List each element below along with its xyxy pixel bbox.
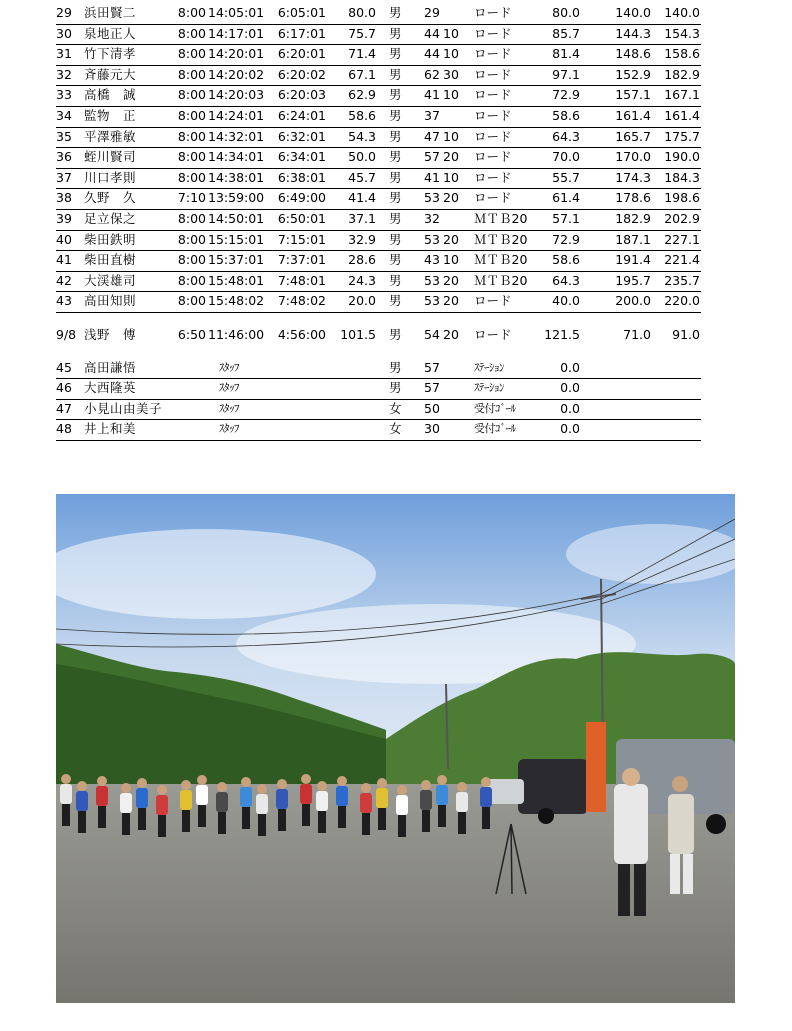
staff-row — [56, 400, 701, 421]
distance-value: 75.7 — [348, 25, 376, 41]
sex: 男 — [389, 190, 402, 206]
score-value-2: 187.1 — [615, 231, 651, 247]
distance-value: 67.1 — [348, 66, 376, 82]
finish-time: 15:48:01 — [208, 272, 265, 288]
elapsed-time: 6:24:01 — [277, 107, 326, 123]
score-value-1: 64.3 — [552, 128, 580, 144]
rider-name: 高田知則 — [84, 293, 137, 309]
staff-role: ｽﾀｯﾌ — [219, 360, 239, 374]
age: 29 — [424, 5, 440, 20]
score-value-1: 85.7 — [552, 25, 580, 41]
age: 62 — [424, 66, 440, 82]
table-row — [56, 86, 701, 107]
entry-number: 45 — [56, 359, 72, 375]
start-time: 8:00 — [177, 128, 206, 144]
class-code: 20 — [443, 272, 459, 288]
score-value-2: 165.7 — [615, 128, 651, 144]
start-time: 7:10 — [177, 190, 206, 206]
entry-number: 37 — [56, 169, 72, 185]
entry-number: 9/8 — [56, 326, 77, 342]
score-value-1: 58.6 — [552, 252, 580, 268]
table-row — [56, 66, 701, 87]
score-value-1: 80.0 — [552, 5, 580, 20]
rider-name: 浅野 傅 — [84, 326, 137, 342]
score-value-3: 235.7 — [664, 272, 700, 288]
score-value-2: 71.0 — [623, 326, 651, 342]
age: 57 — [424, 380, 440, 396]
entry-number: 41 — [56, 252, 72, 268]
finish-time: 14:24:01 — [208, 107, 265, 123]
finish-time: 14:17:01 — [208, 25, 265, 41]
rider-name: 監物 正 — [84, 107, 137, 123]
finish-time: 14:20:01 — [208, 46, 265, 62]
score-value-3: 221.4 — [664, 252, 700, 268]
distance-value: 24.3 — [348, 272, 376, 288]
staff-duty: ｽﾃｰｼｮﾝ — [474, 360, 504, 374]
finish-time: 14:32:01 — [208, 128, 265, 144]
score-value-2: 161.4 — [615, 107, 651, 123]
elapsed-time: 7:37:01 — [277, 252, 326, 268]
finish-time: 14:20:02 — [208, 66, 265, 82]
score-value-3: 184.3 — [664, 169, 700, 185]
class-code: 30 — [443, 66, 459, 82]
score-value-3: 154.3 — [664, 25, 700, 41]
class-code: 10 — [443, 46, 459, 62]
entry-number: 29 — [56, 5, 72, 20]
rider-name: 大渓雄司 — [84, 272, 137, 288]
sex: 男 — [389, 128, 402, 144]
score-value-3: 91.0 — [672, 326, 700, 342]
entry-number: 43 — [56, 293, 72, 309]
age: 53 — [424, 190, 440, 206]
score-value-2: 157.1 — [615, 87, 651, 103]
start-time: 8:00 — [177, 5, 206, 20]
bike-type: ロード — [474, 66, 512, 82]
staff-row — [56, 359, 701, 380]
finish-time: 14:20:03 — [208, 87, 265, 103]
sex: 女 — [389, 421, 402, 437]
distance-value: 50.0 — [348, 149, 376, 165]
distance-value: 37.1 — [348, 210, 376, 226]
distance-value: 45.7 — [348, 169, 376, 185]
table-row — [56, 45, 701, 66]
age: 32 — [424, 210, 440, 226]
table-row — [56, 272, 701, 293]
bike-type: ロード — [474, 107, 512, 123]
age: 41 — [424, 169, 440, 185]
score-value-1: 81.4 — [552, 46, 580, 62]
start-time: 8:00 — [177, 252, 206, 268]
distance-value: 32.9 — [348, 231, 376, 247]
bike-type: ＭＴＢ20 — [474, 231, 528, 247]
bike-type: ＭＴＢ20 — [474, 252, 528, 268]
entry-number: 31 — [56, 46, 72, 62]
table-row — [56, 25, 701, 46]
rider-name: 浜田賢二 — [84, 5, 137, 20]
finish-time: 13:59:00 — [208, 190, 265, 206]
age: 43 — [424, 252, 440, 268]
start-time: 8:00 — [177, 66, 206, 82]
elapsed-time: 6:20:03 — [277, 87, 326, 103]
start-time: 8:00 — [177, 25, 206, 41]
class-code: 10 — [443, 87, 459, 103]
start-time: 8:00 — [177, 231, 206, 247]
rider-name: 泉地正人 — [84, 25, 137, 41]
sex: 男 — [389, 272, 402, 288]
table-row — [56, 251, 701, 272]
bike-type: ロード — [474, 25, 512, 41]
score-value-2: 174.3 — [615, 169, 651, 185]
elapsed-time: 6:49:00 — [277, 190, 326, 206]
score-value-2: 144.3 — [615, 25, 651, 41]
table-row — [56, 292, 701, 313]
sex: 男 — [389, 359, 402, 375]
score-value-2: 191.4 — [615, 252, 651, 268]
score-value-1: 57.1 — [552, 210, 580, 226]
start-time: 6:50 — [177, 326, 206, 342]
bike-type: ロード — [474, 169, 512, 185]
bike-type: ロード — [474, 128, 512, 144]
score-value-1: 55.7 — [552, 169, 580, 185]
class-code: 20 — [443, 231, 459, 247]
bike-type: ＭＴＢ20 — [474, 210, 528, 226]
finish-time: 14:38:01 — [208, 169, 265, 185]
score-value-1: 70.0 — [552, 149, 580, 165]
elapsed-time: 4:56:00 — [277, 326, 326, 342]
distance-value: 101.5 — [340, 326, 376, 342]
score-value-1: 61.4 — [552, 190, 580, 206]
table-row — [56, 326, 701, 346]
age: 47 — [424, 128, 440, 144]
staff-row — [56, 379, 701, 400]
rider-name: 蛭川賢司 — [84, 149, 137, 165]
elapsed-time: 6:05:01 — [277, 5, 326, 20]
elapsed-time: 6:50:01 — [277, 210, 326, 226]
sex: 男 — [389, 149, 402, 165]
score-value-3: 198.6 — [664, 190, 700, 206]
age: 57 — [424, 359, 440, 375]
bike-type: ロード — [474, 149, 512, 165]
sex: 男 — [389, 326, 402, 342]
entry-number: 47 — [56, 400, 72, 416]
entry-number: 40 — [56, 231, 72, 247]
score-value-2: 152.9 — [615, 66, 651, 82]
score-value-3: 202.9 — [664, 210, 700, 226]
sex: 男 — [389, 66, 402, 82]
age: 41 — [424, 87, 440, 103]
staff-duty: 受付ｺﾞｰﾙ — [474, 401, 516, 415]
table-row — [56, 4, 701, 25]
results-table — [56, 4, 701, 441]
entry-number: 34 — [56, 107, 72, 123]
sex: 男 — [389, 5, 402, 20]
class-code: 10 — [443, 128, 459, 144]
sex: 男 — [389, 46, 402, 62]
distance-value: 41.4 — [348, 190, 376, 206]
rider-name: 高橋 誠 — [84, 87, 137, 103]
rider-name: 足立保之 — [84, 210, 137, 226]
finish-time: 14:34:01 — [208, 149, 265, 165]
score-value-1: 121.5 — [544, 326, 580, 342]
distance-value: 71.4 — [348, 46, 376, 62]
sex: 男 — [389, 169, 402, 185]
table-row — [56, 128, 701, 149]
bike-type: ロード — [474, 46, 512, 62]
age: 44 — [424, 46, 440, 62]
class-code: 20 — [443, 326, 459, 342]
staff-row — [56, 420, 701, 441]
staff-duty: ｽﾃｰｼｮﾝ — [474, 381, 504, 395]
staff-duty: 受付ｺﾞｰﾙ — [474, 422, 516, 436]
age: 53 — [424, 231, 440, 247]
score-value-3: 158.6 — [664, 46, 700, 62]
bike-type: ロード — [474, 326, 512, 342]
entry-number: 42 — [56, 272, 72, 288]
sex: 男 — [389, 252, 402, 268]
start-time: 8:00 — [177, 293, 206, 309]
start-time: 8:00 — [177, 107, 206, 123]
score-value-1: 97.1 — [552, 66, 580, 82]
event-photo — [56, 494, 735, 1003]
rider-name: 平澤雅敏 — [84, 128, 137, 144]
staff-role: ｽﾀｯﾌ — [219, 381, 239, 395]
elapsed-time: 6:20:01 — [277, 46, 326, 62]
distance-value: 80.0 — [348, 5, 376, 20]
start-time: 8:00 — [177, 169, 206, 185]
elapsed-time: 6:32:01 — [277, 128, 326, 144]
entry-number: 46 — [56, 380, 72, 396]
finish-time: 15:15:01 — [208, 231, 265, 247]
spacer — [56, 313, 701, 326]
age: 57 — [424, 149, 440, 165]
score-value-3: 140.0 — [664, 5, 700, 20]
score-value-2: 200.0 — [615, 293, 651, 309]
table-row — [56, 210, 701, 231]
start-time: 8:00 — [177, 87, 206, 103]
score-value-2: 178.6 — [615, 190, 651, 206]
table-row — [56, 169, 701, 190]
start-time: 8:00 — [177, 210, 206, 226]
class-code: 10 — [443, 25, 459, 41]
rider-name: 柴田直樹 — [84, 252, 137, 268]
age: 30 — [424, 421, 440, 437]
score-value-1: 0.0 — [560, 380, 580, 396]
class-code: 20 — [443, 190, 459, 206]
sex: 女 — [389, 400, 402, 416]
elapsed-time: 6:38:01 — [277, 169, 326, 185]
rider-name: 柴田鉄明 — [84, 231, 137, 247]
distance-value: 62.9 — [348, 87, 376, 103]
staff-role: ｽﾀｯﾌ — [219, 422, 239, 436]
distance-value: 54.3 — [348, 128, 376, 144]
age: 50 — [424, 400, 440, 416]
rider-name: 久野 久 — [84, 190, 137, 206]
score-value-2: 182.9 — [615, 210, 651, 226]
finish-time: 14:50:01 — [208, 210, 265, 226]
finish-time: 15:48:02 — [208, 293, 265, 309]
class-code: 20 — [443, 293, 459, 309]
start-time: 8:00 — [177, 149, 206, 165]
score-value-3: 182.9 — [664, 66, 700, 82]
bike-type: ＭＴＢ20 — [474, 272, 528, 288]
elapsed-time: 6:34:01 — [277, 149, 326, 165]
spacer — [56, 346, 701, 359]
staff-name: 大西隆英 — [84, 380, 137, 396]
table-row — [56, 231, 701, 252]
distance-value: 58.6 — [348, 107, 376, 123]
entry-number: 32 — [56, 66, 72, 82]
staff-name: 高田謙悟 — [84, 359, 137, 375]
entry-number: 48 — [56, 421, 72, 437]
score-value-1: 0.0 — [560, 359, 580, 375]
entry-number: 33 — [56, 87, 72, 103]
finish-time: 14:05:01 — [208, 5, 265, 20]
score-value-3: 167.1 — [664, 87, 700, 103]
table-row — [56, 189, 701, 210]
score-value-3: 220.0 — [664, 293, 700, 309]
elapsed-time: 7:15:01 — [277, 231, 326, 247]
class-code: 10 — [443, 169, 459, 185]
elapsed-time: 7:48:01 — [277, 272, 326, 288]
finish-time: 15:37:01 — [208, 252, 265, 268]
sex: 男 — [389, 231, 402, 247]
sex: 男 — [389, 380, 402, 396]
score-value-1: 0.0 — [560, 400, 580, 416]
staff-name: 井上和美 — [84, 421, 137, 437]
score-value-1: 40.0 — [552, 293, 580, 309]
start-time: 8:00 — [177, 272, 206, 288]
score-value-3: 161.4 — [664, 107, 700, 123]
score-value-2: 170.0 — [615, 149, 651, 165]
entry-number: 35 — [56, 128, 72, 144]
score-value-1: 0.0 — [560, 421, 580, 437]
age: 53 — [424, 293, 440, 309]
elapsed-time: 6:17:01 — [277, 25, 326, 41]
score-value-2: 195.7 — [615, 272, 651, 288]
age: 53 — [424, 272, 440, 288]
elapsed-time: 6:20:02 — [277, 66, 326, 82]
entry-number: 30 — [56, 25, 72, 41]
age: 54 — [424, 326, 440, 342]
staff-name: 小見山由美子 — [84, 400, 163, 416]
age: 44 — [424, 25, 440, 41]
sex: 男 — [389, 293, 402, 309]
rider-name: 川口孝則 — [84, 169, 137, 185]
sex: 男 — [389, 87, 402, 103]
entry-number: 39 — [56, 210, 72, 226]
score-value-2: 148.6 — [615, 46, 651, 62]
group-photo-image — [56, 494, 735, 1003]
score-value-3: 190.0 — [664, 149, 700, 165]
bike-type: ロード — [474, 87, 512, 103]
rider-name: 斉藤元大 — [84, 66, 137, 82]
score-value-1: 58.6 — [552, 107, 580, 123]
sex: 男 — [389, 25, 402, 41]
start-time: 8:00 — [177, 46, 206, 62]
bike-type: ロード — [474, 5, 512, 20]
entry-number: 38 — [56, 190, 72, 206]
entry-number: 36 — [56, 149, 72, 165]
distance-value: 28.6 — [348, 252, 376, 268]
table-row — [56, 107, 701, 128]
score-value-1: 72.9 — [552, 87, 580, 103]
staff-role: ｽﾀｯﾌ — [219, 401, 239, 415]
sex: 男 — [389, 210, 402, 226]
elapsed-time: 7:48:02 — [277, 293, 326, 309]
score-value-1: 64.3 — [552, 272, 580, 288]
class-code: 10 — [443, 252, 459, 268]
bike-type: ロード — [474, 190, 512, 206]
table-row — [56, 148, 701, 169]
score-value-3: 227.1 — [664, 231, 700, 247]
distance-value: 20.0 — [348, 293, 376, 309]
bike-type: ロード — [474, 293, 512, 309]
rider-name: 竹下清孝 — [84, 46, 137, 62]
score-value-2: 140.0 — [615, 5, 651, 20]
sex: 男 — [389, 107, 402, 123]
class-code: 20 — [443, 149, 459, 165]
banner-flag — [586, 722, 606, 812]
age: 37 — [424, 107, 440, 123]
score-value-3: 175.7 — [664, 128, 700, 144]
finish-time: 11:46:00 — [208, 326, 265, 342]
score-value-1: 72.9 — [552, 231, 580, 247]
